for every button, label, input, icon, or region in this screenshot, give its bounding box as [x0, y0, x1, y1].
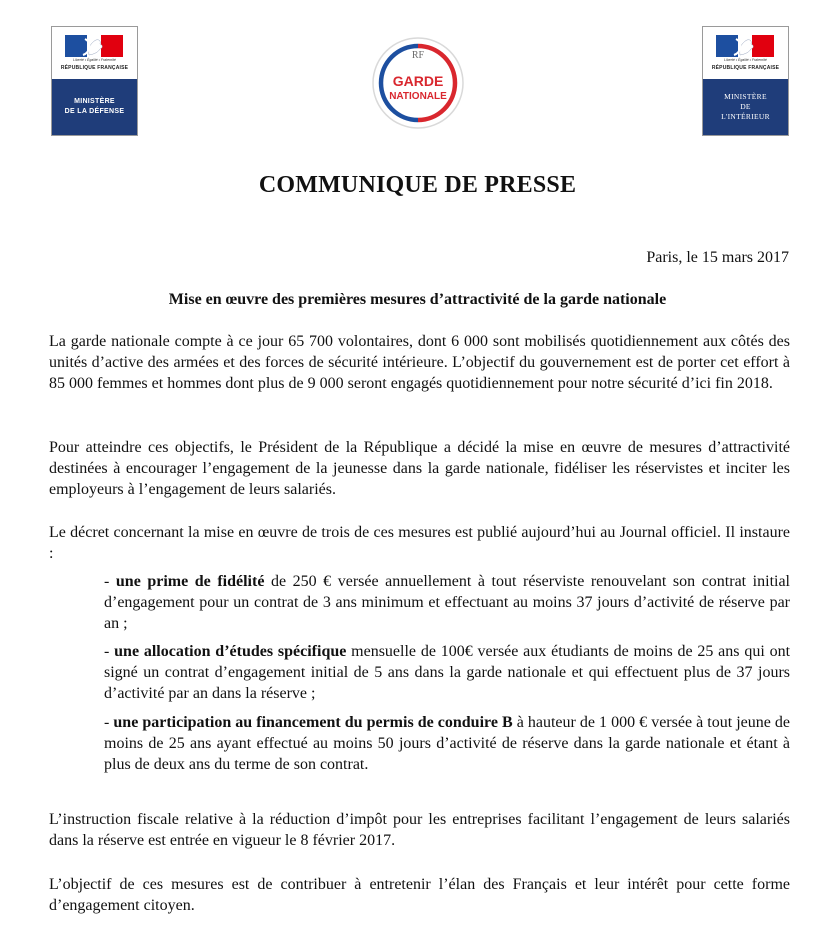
- motto-text: Liberté • Égalité • Fraternité: [724, 58, 767, 62]
- ministry-line-3: L'INTÉRIEUR: [721, 112, 770, 121]
- paragraph-decree: Le décret concernant la mise en œuvre de trois de ces mesures est publié aujourd’hui au Journal officiel. Il instaure :: [49, 524, 790, 562]
- garde-nationale-logo: [371, 36, 465, 130]
- document-title: COMMUNIQUE DE PRESSE: [258, 172, 577, 198]
- ministry-line-1: MINISTÈRE: [724, 92, 767, 101]
- marianne-block: [52, 27, 137, 79]
- document-subject: Mise en œuvre des premières mesures d’attractivité de la garde nationale: [168, 291, 667, 308]
- gn-line-1: GARDE: [392, 73, 444, 89]
- measure-text: à hauteur de 1 000 € versée à tout jeune de moins de 25 ans ayant effectué au moins 50 jours d’activité de réserve dans la garde nationale et étant à plus de deux ans du terme de son contrat.: [104, 714, 791, 773]
- ministry-line-1: MINISTÈRE: [74, 98, 115, 105]
- ministry-line-2: DE LA DÉFENSE: [64, 108, 125, 115]
- paragraph-conclusion: L’objectif de ces mesures est de contribuer à entretenir l’élan des Français et leur intérêt pour cette forme d’engagement citoyen.: [49, 876, 790, 914]
- marianne-block: [703, 27, 788, 79]
- ministry-name: [703, 79, 788, 135]
- marianne-flag-icon: [65, 35, 123, 57]
- gn-line-2: NATIONALE: [389, 91, 447, 102]
- paragraph-objectives: Pour atteindre ces objectifs, le Président de la République a décidé la mise en œuvre de mesures d’attractivité destinées à encourager l’engagement de la jeunesse dans la garde nationale, fidéliser les réservistes et inciter les employeurs à l’engagement de leurs salariés.: [49, 439, 790, 498]
- republique-text: RÉPUBLIQUE FRANÇAISE: [711, 65, 780, 71]
- measure-title: une prime de fidélité: [115, 573, 265, 590]
- motto-text: Liberté • Égalité • Fraternité: [73, 58, 116, 62]
- marianne-flag-icon: [716, 35, 774, 57]
- paragraph-tax: L’instruction fiscale relative à la réduction d’impôt pour les entreprises facilitant l’engagement de leurs salariés dans la réserve est entrée en vigueur le 8 février 2017.: [49, 811, 790, 849]
- ministry-line-2: DE: [740, 102, 751, 111]
- measure-text: de 250 € versée annuellement à tout réserviste renouvelant son contrat initial d’engagement pour un contrat de 3 ans minimum et effectuant au moins 37 jours d’activité de réserve par an ;: [104, 573, 790, 632]
- rf-monogram: RF: [411, 50, 425, 61]
- measure-item: [104, 641, 790, 704]
- measure-dash: -: [104, 643, 115, 660]
- logo-ministere-interieur: [702, 26, 789, 136]
- paragraph-intro: La garde nationale compte à ce jour 65 700 volontaires, dont 6 000 sont mobilisés quotidiennement aux côtés des unités d’active des armées et des forces de sécurité intérieure. L’objectif du gouvernement est de porter cet effort à 85 000 femmes et hommes dont plus de 9 000 seront engagés quotidiennement pour notre sécurité d’ici fin 2018.: [49, 333, 790, 392]
- measure-title: une participation au financement du permis de conduire B: [113, 714, 513, 731]
- measure-dash: -: [104, 573, 116, 590]
- measure-text: mensuelle de 100€ versée aux étudiants de moins de 25 ans qui ont signé un contrat d’engagement initial de 5 ans dans la garde nationale et qui effectuent plus de 37 jours d’activité par an dans la réserve ;: [104, 643, 791, 702]
- ministry-name: [52, 79, 137, 135]
- measure-item: [104, 571, 790, 634]
- republique-text: RÉPUBLIQUE FRANÇAISE: [60, 65, 129, 71]
- measure-dash: -: [104, 714, 114, 731]
- measure-title: une allocation d’études spécifique: [114, 643, 347, 660]
- logo-ministere-defense: [51, 26, 138, 136]
- document-date: Paris, le 15 mars 2017: [646, 249, 789, 266]
- measure-item: [104, 712, 790, 775]
